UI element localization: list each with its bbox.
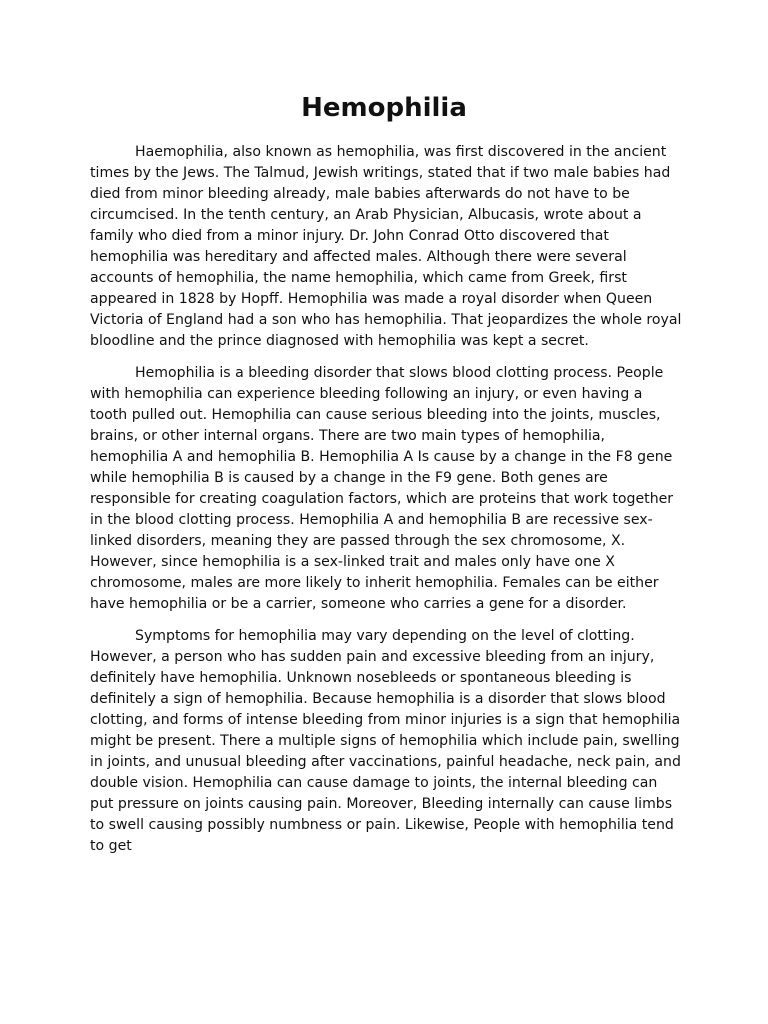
- document-body: [90, 142, 682, 868]
- paragraph-disorder-overview: Hemophilia is a bleeding disorder that slows blood clotting process. People with hemophilia can experience bleeding following an injury, or even having a tooth pulled out. Hemophilia can cause serious bleeding into the joints, muscles, brains, or other internal organs. There are two main types of hemophilia, hemophilia A and hemophilia B. Hemophilia A Is cause by a change in the F8 gene while hemophilia B is caused by a change in the F9 gene. Both genes are responsible for creating coagulation factors, which are proteins that work together in the blood clotting process. Hemophilia A and hemophilia B are recessive sex-linked disorders, meaning they are passed through the sex chromosome, X. However, since hemophilia is a sex-linked trait and males only have one X chromosome, males are more likely to inherit hemophilia. Females can be either have hemophilia or be a carrier, someone who carries a gene for a disorder.: [90, 365, 674, 612]
- paragraph-history: Haemophilia, also known as hemophilia, was first discovered in the ancient times by the Jews. The Talmud, Jewish writings, stated that if two male babies had died from minor bleeding already, male babies afterwards do not have to be circumcised. In the tenth century, an Arab Physician, Albucasis, wrote about a family who died from a minor injury. Dr. John Conrad Otto discovered that hemophilia was hereditary and affected males. Although there were several accounts of hemophilia, the name hemophilia, which came from Greek, first appeared in 1828 by Hopff. Hemophilia was made a royal disorder when Queen Victoria of England had a son who has hemophilia. That jeopardizes the whole royal bloodline and the prince diagnosed with hemophilia was kept a secret.: [90, 144, 682, 349]
- page-title: Hemophilia: [301, 93, 467, 123]
- paragraph-symptoms: Symptoms for hemophilia may vary depending on the level of clotting. However, a person who has sudden pain and excessive bleeding from an injury, definitely have hemophilia. Unknown nosebleeds or spontaneous bleeding is definitely a sign of hemophilia. Because hemophilia is a disorder that slows blood clotting, and forms of intense bleeding from minor injuries is a sign that hemophilia might be present. There a multiple signs of hemophilia which include pain, swelling in joints, and unusual bleeding after vaccinations, painful headache, neck pain, and double vision. Hemophilia can cause damage to joints, the internal bleeding can put pressure on joints causing pain. Moreover, Bleeding internally can cause limbs to swell causing possibly numbness or pain. Likewise, People with hemophilia tend to get: [90, 628, 681, 854]
